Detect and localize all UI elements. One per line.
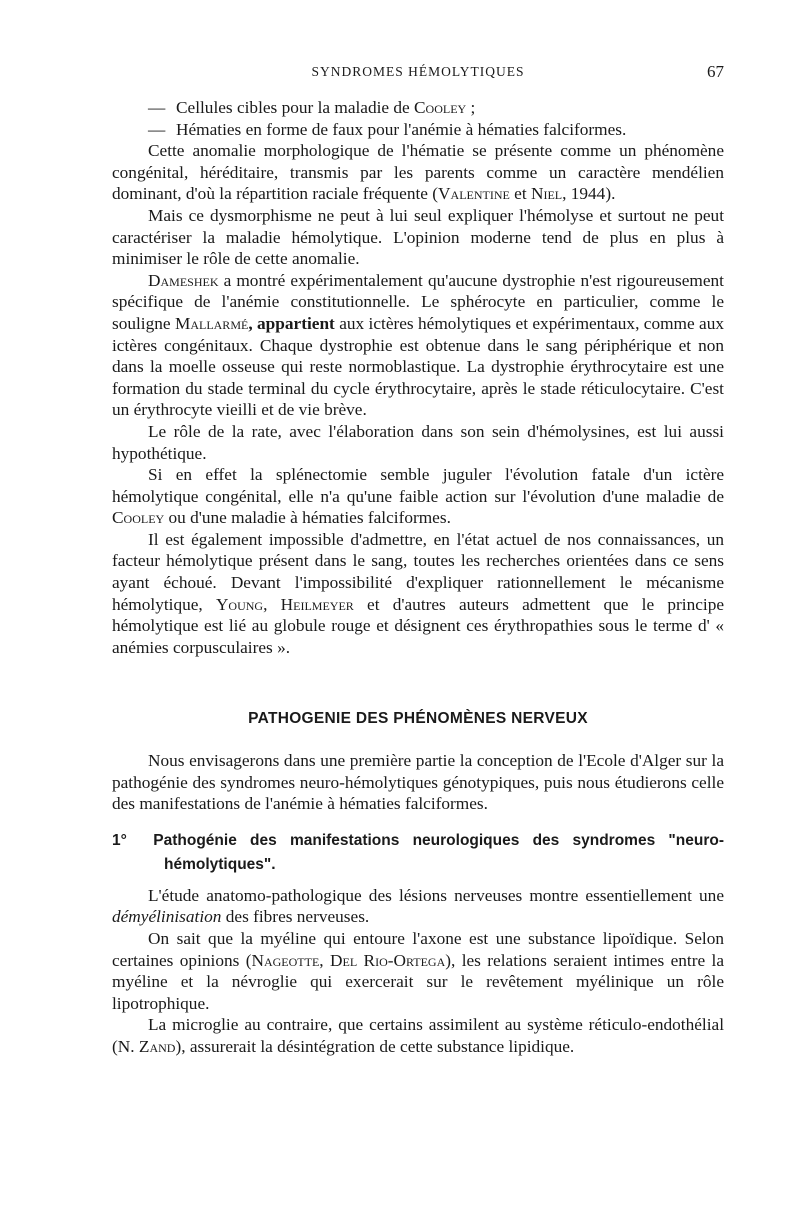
author-name: Dameshek	[148, 270, 219, 290]
dash-bullet: —	[148, 98, 166, 117]
subsection-heading	[112, 829, 724, 877]
author-name: Nageotte	[251, 950, 320, 970]
page-number: 67	[707, 62, 724, 81]
author-name: Mallarmé	[174, 313, 249, 333]
dash-bullet: —	[148, 119, 166, 139]
author-name: Valentine	[438, 184, 510, 204]
author-name: Cooley	[414, 98, 467, 117]
author-name: Heilmeyer	[280, 594, 354, 614]
paragraph: Le rôle de la rate, avec l'élaboration dans son sein d'hémolysines, est lui aussi hypothétique.	[112, 421, 724, 463]
author-name: Young	[215, 594, 264, 614]
paragraph: La microglie au contraire, que certains assimilent au système réticulo-endothélial (N. Zand), assurerait la désintégration de cette substance lipidique.	[112, 1015, 724, 1056]
paragraph: Dameshek a montré expérimentalement qu'aucune dystrophie n'est rigoureusement spécifique de l'anémie constitutionnelle. Le sphérocyte en particulier, comme le souligne Mallarmé, appartient aux ictères hémolytiques et expérimentaux, comme aux ictères congénitaux. Chaque dystrophie est obtenue dans le sang périphérique et non dans la moelle osseuse qui reste normoblastique. La dystrophie érythrocytaire est une formation du stade terminal du cycle érythrocytaire, après le stade réticulocytaire. C'est un érythrocyte vieilli et de vie brève.	[112, 270, 724, 420]
paragraph: Mais ce dysmorphisme ne peut à lui seul expliquer l'hémolyse et surtout ne peut caractériser la maladie hémolytique. L'opinion moderne tend de plus en plus à minimiser le rôle de cette anomalie.	[112, 205, 724, 269]
author-name: Del Rio-Ortega	[330, 950, 446, 970]
page-header	[112, 64, 724, 88]
paragraph: Si en effet la splénectomie semble juguler l'évolution fatale d'un ictère hémolytique congénital, elle n'a qu'une faible action sur l'évolution d'une maladie de Cooley ou d'une maladie à hématies falciformes.	[112, 465, 724, 528]
emphasis: démyélinisation	[112, 907, 222, 927]
paragraph: L'étude anatomo-pathologique des lésions nerveuses montre essentiellement une démyélinisation des fibres nerveuses.	[112, 885, 724, 927]
subsection-number: 1°	[112, 831, 127, 849]
page-body	[112, 97, 724, 1058]
author-name: Niel	[530, 184, 563, 204]
list-item: — Hématies en forme de faux pour l'anémie à hématies falciformes.	[148, 119, 627, 139]
paragraph: Nous envisagerons dans une première partie la conception de l'Ecole d'Alger sur la pathogénie des syndromes neuro-hémolytiques génotypiques, puis nous étudierons celle des manifestations de l'anémie à hématies falciformes.	[112, 751, 724, 814]
paragraph: On sait que la myéline qui entoure l'axone est une substance lipoïdique. Selon certaines opinions (Nageotte, Del Rio-Ortega), les relations seraient intimes entre la myéline et la névroglie qui exercerait sur le revêtement myélinique un rôle lipotrophique.	[112, 929, 724, 1013]
paragraph: Il est également impossible d'admettre, en l'état actuel de nos connaissances, un facteur hémolytique présent dans le sang, toutes les recherches orientées dans ce sens ayant échoué. Devant l'impossibilité d'expliquer rationnellement le mécanisme hémolytique, Young, Heilmeyer et d'autres auteurs admettent que le principe hémolytique est lié au globule rouge et désignent ces érythropathies sous le terme d' « anémies corpusculaires ».	[112, 529, 725, 657]
subsection-title: Pathogénie des manifestations neurologiques des syndromes "neuro-hémolytiques".	[153, 831, 724, 873]
running-title: SYNDROMES HÉMOLYTIQUES	[311, 64, 525, 79]
paragraph: Cette anomalie morphologique de l'hématie se présente comme un phénomène congénital, héréditaire, transmis par les parents comme un caractère mendélien dominant, d'où la répartition raciale fréquente (Valentine et Niel, 1944).	[112, 141, 724, 204]
author-name: Cooley	[112, 508, 165, 528]
section-heading: PATHOGENIE DES PHÉNOMÈNES NERVEUX	[248, 710, 588, 728]
author-name: N. Zand	[117, 1036, 176, 1056]
list-item: — Cellules cibles pour la maladie de Cooley ;	[148, 98, 476, 117]
